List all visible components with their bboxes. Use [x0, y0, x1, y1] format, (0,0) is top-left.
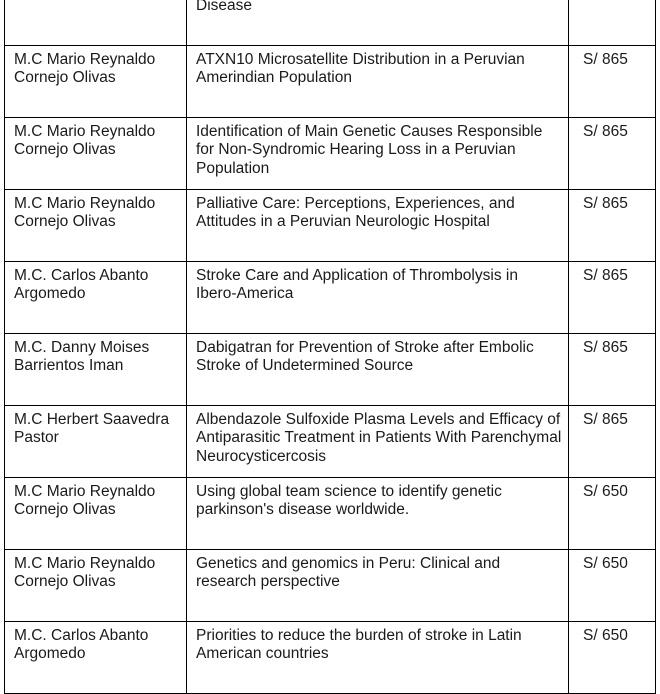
table-row [5, 190, 656, 262]
publication-title-cell: ATXN10 Microsatellite Distribution in a Peruvian Amerindian Population [187, 46, 569, 118]
researcher-cell: M.C Mario Reynaldo Cornejo Olivas [5, 478, 187, 550]
publication-title-cell: Disease [187, 0, 569, 46]
amount-cell [569, 0, 656, 46]
researcher-cell: M.C Mario Reynaldo Cornejo Olivas [5, 46, 187, 118]
publications-table [4, 0, 656, 694]
table-row [5, 262, 656, 334]
table-row [5, 334, 656, 406]
publication-title-cell: Using global team science to identify genetic parkinson's disease worldwide. [187, 478, 569, 550]
researcher-cell: M.C Mario Reynaldo Cornejo Olivas [5, 190, 187, 262]
researcher-cell [5, 0, 187, 46]
researcher-cell: M.C Mario Reynaldo Cornejo Olivas [5, 550, 187, 622]
table-row [5, 622, 656, 694]
table-row [5, 46, 656, 118]
researcher-cell: M.C. Danny Moises Barrientos Iman [5, 334, 187, 406]
publication-title-cell: Priorities to reduce the burden of stroke in Latin American countries [187, 622, 569, 694]
table-row [5, 0, 656, 46]
table-row [5, 478, 656, 550]
table-row [5, 118, 656, 190]
table-row [5, 550, 656, 622]
publication-title-cell: Albendazole Sulfoxide Plasma Levels and Efficacy of Antiparasitic Treatment in Patients With Parenchymal Neurocysticercosis [187, 406, 569, 478]
table-row [5, 406, 656, 478]
amount-cell: S/ 865 [569, 46, 656, 118]
publication-title-cell: Stroke Care and Application of Thrombolysis in Ibero-America [187, 262, 569, 334]
amount-cell: S/ 865 [569, 334, 656, 406]
amount-cell: S/ 650 [569, 550, 656, 622]
amount-cell: S/ 865 [569, 406, 656, 478]
amount-cell: S/ 865 [569, 262, 656, 334]
researcher-cell: M.C. Carlos Abanto Argomedo [5, 262, 187, 334]
publication-title-cell: Dabigatran for Prevention of Stroke after Embolic Stroke of Undetermined Source [187, 334, 569, 406]
amount-cell: S/ 650 [569, 478, 656, 550]
researcher-cell: M.C Herbert Saavedra Pastor [5, 406, 187, 478]
publication-title-cell: Genetics and genomics in Peru: Clinical and research perspective [187, 550, 569, 622]
publication-title-cell: Palliative Care: Perceptions, Experiences, and Attitudes in a Peruvian Neurologic Hospital [187, 190, 569, 262]
researcher-cell: M.C. Carlos Abanto Argomedo [5, 622, 187, 694]
amount-cell: S/ 865 [569, 190, 656, 262]
amount-cell: S/ 650 [569, 622, 656, 694]
publication-title-cell: Identification of Main Genetic Causes Responsible for Non-Syndromic Hearing Loss in a Peruvian Population [187, 118, 569, 190]
amount-cell: S/ 865 [569, 118, 656, 190]
researcher-cell: M.C Mario Reynaldo Cornejo Olivas [5, 118, 187, 190]
